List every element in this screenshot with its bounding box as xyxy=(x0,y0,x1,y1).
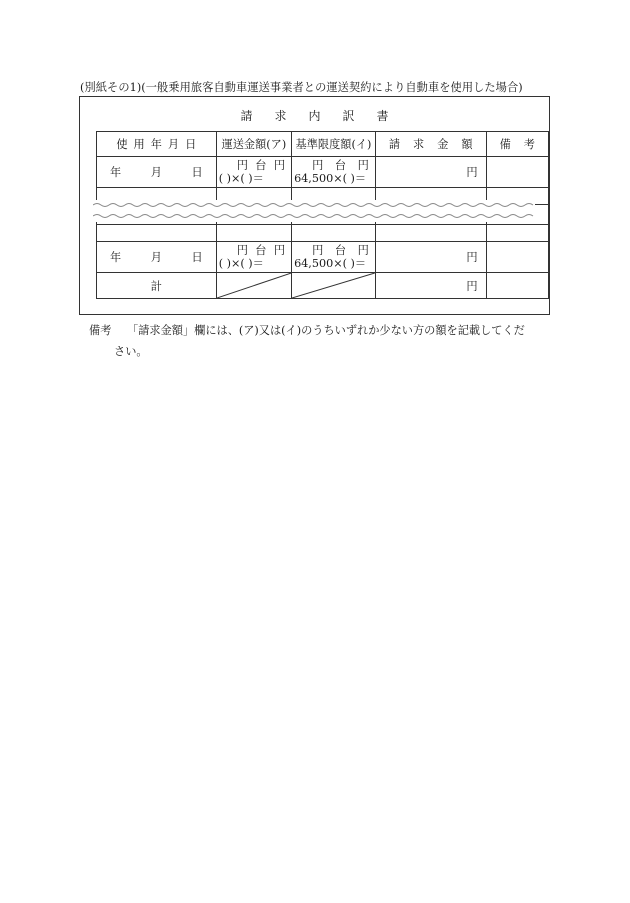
fare-cell xyxy=(216,242,291,273)
fare-unit: 台 xyxy=(255,159,267,172)
fare-yen: 円 xyxy=(236,244,248,257)
col-date: 使用年月日 xyxy=(97,132,217,157)
claim-cell: 円 xyxy=(375,157,486,188)
remarks-cell xyxy=(486,157,548,188)
omission-wave xyxy=(93,200,535,222)
col-remarks: 備考 xyxy=(486,132,548,157)
table-row xyxy=(97,157,549,188)
table-row xyxy=(97,225,549,242)
fare-yen: 円 xyxy=(273,159,286,172)
diagonal-cell xyxy=(216,273,291,299)
limit-unit: 台 xyxy=(334,244,347,257)
remark-label: 備考 xyxy=(89,324,112,337)
wavy-break-lines xyxy=(93,200,535,222)
form-heading: (別紙その1)(一般乗用旅客自動車運送事業者との運送契約により自動車を使用した場合) xyxy=(80,81,523,94)
remarks-cell xyxy=(486,242,548,273)
remark-text: 「請求金額」欄には、(ア)又は(イ)のうちいずれか少ない方の額を記載してくだ xyxy=(127,324,525,337)
fare-unit: 台 xyxy=(255,244,267,257)
col-fare: 運送金額(ア) xyxy=(216,132,291,157)
limit-cell xyxy=(292,157,376,188)
fare-formula: ( )×( )＝ xyxy=(218,172,264,185)
diagonal-line xyxy=(217,273,291,298)
fare-yen: 円 xyxy=(236,159,248,172)
limit-yen: 円 xyxy=(357,159,369,172)
limit-formula: 64,500×( )＝ xyxy=(294,172,367,185)
form-title: 請求内訳書 xyxy=(240,109,411,123)
limit-cell xyxy=(292,242,376,273)
blank-cell xyxy=(97,225,217,242)
date-cell: 年 月 日 xyxy=(97,157,217,188)
blank-cell xyxy=(375,225,486,242)
blank-cell xyxy=(216,225,291,242)
blank-cell xyxy=(292,225,376,242)
total-remarks-cell xyxy=(486,273,548,299)
total-row xyxy=(97,273,549,299)
limit-formula: 64,500×( )＝ xyxy=(294,257,367,270)
total-label: 計 xyxy=(97,273,217,299)
claim-cell: 円 xyxy=(375,242,486,273)
fare-yen: 円 xyxy=(273,244,286,257)
fare-formula: ( )×( )＝ xyxy=(218,257,264,270)
col-limit: 基準限度額(イ) xyxy=(292,132,376,157)
remarks-note xyxy=(89,320,559,362)
limit-unit: 台 xyxy=(334,159,347,172)
limit-yen: 円 xyxy=(312,244,324,257)
limit-yen: 円 xyxy=(357,244,369,257)
diagonal-cell xyxy=(292,273,376,299)
limit-yen: 円 xyxy=(312,159,324,172)
header-row xyxy=(97,132,549,157)
table-row xyxy=(97,242,549,273)
blank-cell xyxy=(486,225,548,242)
date-cell: 年 月 日 xyxy=(97,242,217,273)
total-claim-cell: 円 xyxy=(375,273,486,299)
diagonal-line xyxy=(292,273,375,298)
col-claim: 請求金額 xyxy=(375,132,486,157)
remark-text-continued: さい。 xyxy=(114,345,148,358)
fare-cell xyxy=(216,157,291,188)
